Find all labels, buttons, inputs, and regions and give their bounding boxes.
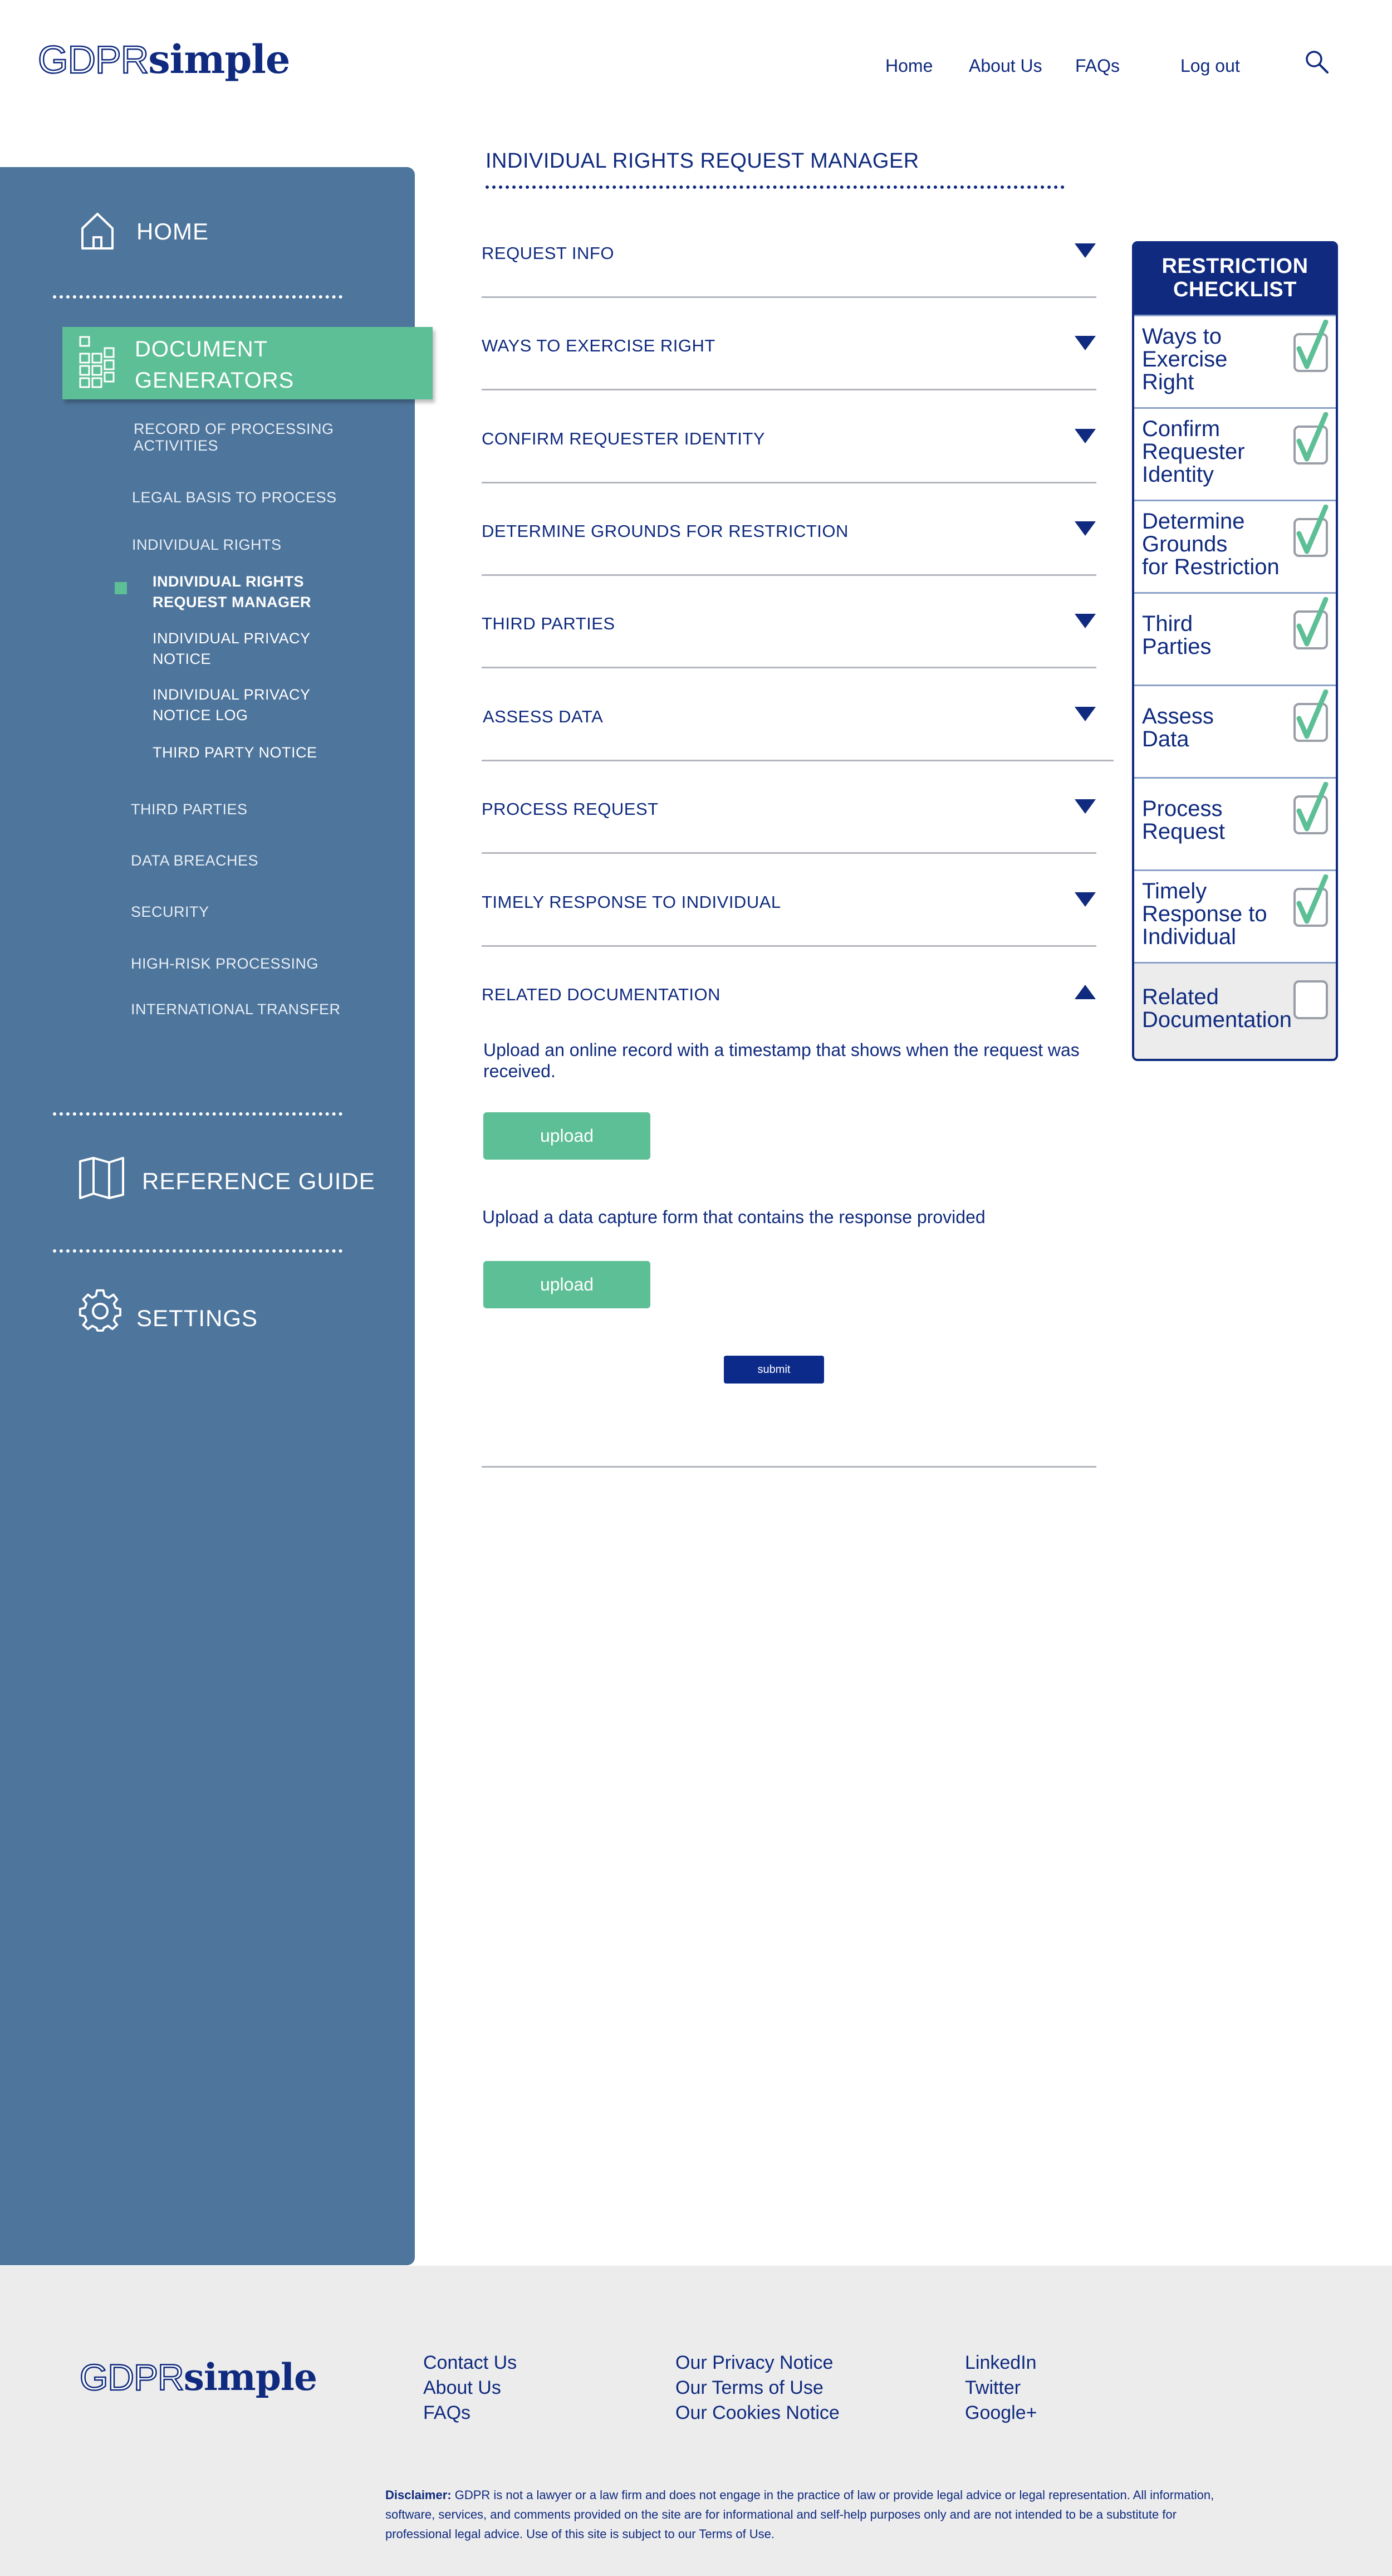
accordion-confirm-requester-identity[interactable] [482, 429, 1094, 496]
checklist-item-label-line: Assess [1142, 704, 1214, 729]
checklist-item [1134, 869, 1336, 962]
accordion-label: PROCESS REQUEST [482, 799, 659, 819]
checklist-item-label [1142, 418, 1245, 486]
upload-instruction-1: Upload an online record with a timestamp that shows when the request was received. [483, 1040, 1080, 1081]
chevron-down-icon[interactable] [1075, 336, 1096, 350]
accordion-label: REQUEST INFO [482, 243, 614, 263]
checklist-item-label-line: Individual [1142, 925, 1237, 949]
sidebar-item-individual-rights-request-manager[interactable] [153, 571, 311, 613]
checklist-item-label-line: Parties [1142, 634, 1212, 659]
checkmark-icon [1291, 690, 1330, 740]
checklist-item-label-line: Ways to [1142, 324, 1222, 349]
nav-log-out[interactable]: Log out [1180, 56, 1240, 76]
checkmark-icon [1291, 412, 1330, 462]
sidebar-divider [53, 1249, 342, 1253]
checklist-item-label-line: Determine [1142, 509, 1245, 534]
chevron-down-icon[interactable] [1075, 614, 1096, 628]
checklist-item-label-line: Third [1142, 612, 1193, 636]
map-icon [78, 1156, 125, 1200]
chevron-up-icon[interactable] [1075, 985, 1096, 999]
checkmark-icon [1291, 505, 1330, 555]
sidebar-item-high-risk-processing[interactable]: HIGH-RISK PROCESSING [131, 955, 319, 972]
sidebar-item-reference-guide[interactable]: REFERENCE GUIDE [142, 1168, 375, 1194]
accordion-label: DETERMINE GROUNDS FOR RESTRICTION [482, 521, 849, 541]
checklist-item-label-line: Response to [1142, 902, 1267, 926]
sidebar-item-document-generators[interactable] [62, 327, 433, 399]
nav-home[interactable]: Home [885, 56, 933, 76]
footer-link-google-plus[interactable]: Google+ [965, 2402, 1037, 2423]
logo-text-simple: simple [183, 2355, 317, 2399]
checklist-item [1134, 407, 1336, 500]
checklist-item-label-line: Exercise [1142, 347, 1228, 372]
accordion-label: RELATED DOCUMENTATION [482, 985, 721, 1004]
chevron-down-icon[interactable] [1075, 521, 1096, 536]
title-divider [486, 185, 1065, 189]
checklist-item-label-line: Related [1142, 985, 1219, 1009]
gear-icon [78, 1288, 122, 1333]
document-generators-label [135, 334, 294, 396]
accordion-timely-response[interactable] [482, 892, 1094, 959]
checklist-item-label-line: Right [1142, 370, 1194, 394]
section-divider [482, 667, 1096, 668]
checklist-item-label [1142, 880, 1267, 949]
accordion-request-info[interactable] [482, 243, 1094, 310]
sidebar-item-third-party-notice[interactable]: THIRD PARTY NOTICE [153, 744, 317, 761]
active-item-marker [115, 582, 127, 594]
accordion-label: ASSESS DATA [483, 707, 604, 726]
sidebar-divider [53, 295, 342, 299]
checklist-item-label-line: Confirm [1142, 417, 1221, 441]
submit-button[interactable]: submit [724, 1356, 824, 1384]
footer-link-terms-of-use[interactable]: Our Terms of Use [675, 2377, 824, 2398]
checklist-item-label [1142, 325, 1227, 394]
checkmark-icon [1291, 597, 1330, 647]
checklist-item [1134, 777, 1336, 869]
irm-line2: REQUEST MANAGER [153, 594, 312, 610]
disclaimer-label: Disclaimer: [385, 2488, 452, 2502]
footer-link-twitter[interactable]: Twitter [965, 2377, 1021, 2398]
accordion-label: CONFIRM REQUESTER IDENTITY [482, 429, 766, 448]
checklist-item [1134, 685, 1336, 777]
sidebar-item-settings[interactable]: SETTINGS [136, 1305, 258, 1331]
footer-link-about-us[interactable]: About Us [423, 2377, 501, 2398]
footer-link-cookies-notice[interactable]: Our Cookies Notice [675, 2402, 840, 2423]
checklist-item [1134, 962, 1336, 1061]
checklist-item-label [1142, 986, 1292, 1032]
section-divider [482, 296, 1096, 298]
checklist-item [1134, 592, 1336, 685]
chevron-down-icon[interactable] [1075, 707, 1096, 721]
section-divider [482, 1466, 1096, 1468]
sidebar-divider [53, 1112, 342, 1116]
home-icon [78, 209, 117, 252]
checklist-title-line2: CHECKLIST [1173, 278, 1297, 301]
chevron-down-icon[interactable] [1075, 799, 1096, 814]
checklist-item-label [1142, 613, 1212, 658]
ipn-line1: INDIVIDUAL PRIVACY [153, 630, 311, 647]
checklist-item-label-line: Timely [1142, 879, 1207, 903]
sidebar-item-home[interactable]: HOME [136, 218, 209, 245]
sidebar-item-data-breaches[interactable]: DATA BREACHES [131, 852, 259, 869]
checklist-title [1134, 243, 1336, 315]
checklist-item-label-line: Grounds [1142, 532, 1228, 556]
checklist-item-label-line: for Restriction [1142, 555, 1280, 579]
nav-faqs[interactable]: FAQs [1075, 56, 1120, 76]
chevron-down-icon[interactable] [1075, 892, 1096, 907]
upload-button-2[interactable]: upload [483, 1261, 650, 1308]
section-divider [482, 760, 1114, 761]
disclaimer-text: GDPR is not a lawyer or a law firm and does not engage in the practice of law or provide legal advice or legal representation. All information, software, services, and comments provided on the site are for informational and self-help purposes only and are not intended to be a substitute for professional legal advice. Use of this site is subject to our Terms of Use. [385, 2488, 1214, 2541]
sidebar [0, 167, 415, 2265]
checklist-item-label-line: Process [1142, 796, 1223, 821]
sidebar-item-third-parties[interactable]: THIRD PARTIES [131, 801, 248, 818]
accordion-label: WAYS TO EXERCISE RIGHT [482, 336, 715, 355]
sidebar-item-legal-basis[interactable]: LEGAL BASIS TO PROCESS [132, 489, 337, 506]
checkmark-icon [1291, 320, 1330, 370]
chevron-down-icon[interactable] [1075, 429, 1096, 443]
checklist-item [1134, 500, 1336, 592]
checkbox[interactable] [1293, 980, 1328, 1019]
checklist-item-label-line: Documentation [1142, 1008, 1292, 1032]
section-divider [482, 482, 1096, 483]
checklist-title-line1: RESTRICTION [1161, 255, 1308, 278]
sidebar-item-record-of-processing[interactable] [134, 421, 334, 454]
chevron-down-icon[interactable] [1075, 243, 1096, 258]
accordion-process-request[interactable] [482, 799, 1094, 866]
checklist-item-label-line: Data [1142, 727, 1189, 751]
logo-text-gdpr: GDPR [38, 38, 149, 81]
disclaimer [385, 2485, 1221, 2544]
document-generators-label-line2: GENERATORS [135, 368, 295, 393]
logo-text-simple: simple [148, 36, 290, 82]
record-line1: RECORD OF PROCESSING [134, 421, 334, 437]
upload-instruction-2: Upload a data capture form that contains the response provided [482, 1207, 986, 1227]
section-divider [482, 574, 1096, 576]
section-divider [482, 389, 1096, 390]
footer-link-linkedin[interactable]: LinkedIn [965, 2352, 1037, 2373]
sidebar-item-individual-privacy-notice-log[interactable] [153, 685, 311, 726]
accordion-assess-data[interactable] [482, 707, 1094, 774]
accordion-determine-grounds[interactable] [482, 521, 1094, 588]
sidebar-item-individual-rights[interactable]: INDIVIDUAL RIGHTS [132, 536, 282, 553]
sidebar-item-security[interactable]: SECURITY [131, 903, 209, 920]
footer-link-contact-us[interactable]: Contact Us [423, 2352, 517, 2373]
checklist-item [1134, 315, 1336, 407]
footer-logo[interactable] [80, 2355, 317, 2399]
accordion-third-parties[interactable] [482, 614, 1094, 681]
accordion-label: TIMELY RESPONSE TO INDIVIDUAL [482, 892, 781, 912]
accordion-ways-to-exercise-right[interactable] [482, 336, 1094, 403]
document-generators-label-line1: DOCUMENT [135, 337, 268, 361]
checklist-item-label-line: Requester [1142, 439, 1245, 464]
page-title: INDIVIDUAL RIGHTS REQUEST MANAGER [486, 149, 919, 173]
checklist-item-label-line: Request [1142, 819, 1225, 844]
irm-line1: INDIVIDUAL RIGHTS [153, 573, 305, 590]
nav-about-us[interactable]: About Us [969, 56, 1042, 76]
footer-link-privacy-notice[interactable]: Our Privacy Notice [675, 2352, 834, 2373]
document-generators-icon [79, 336, 118, 388]
checklist-item-label-line: Identity [1142, 462, 1214, 487]
footer-link-faqs[interactable]: FAQs [423, 2402, 471, 2423]
ipnl-line2: NOTICE LOG [153, 707, 248, 724]
accordion-label: THIRD PARTIES [482, 614, 615, 633]
sidebar-item-international-transfer[interactable]: INTERNATIONAL TRANSFER [131, 1001, 341, 1018]
restriction-checklist [1132, 241, 1338, 1061]
ipn-line2: NOTICE [153, 651, 212, 667]
checkmark-icon [1291, 782, 1330, 832]
ipnl-line1: INDIVIDUAL PRIVACY [153, 686, 311, 703]
checklist-item-label [1142, 705, 1214, 751]
search-icon[interactable] [1304, 49, 1332, 77]
upload-button-1[interactable]: upload [483, 1112, 650, 1160]
sidebar-item-individual-privacy-notice[interactable] [153, 628, 311, 669]
checklist-item-label [1142, 798, 1225, 843]
header-logo[interactable] [38, 36, 290, 82]
section-divider [482, 945, 1096, 947]
checkmark-icon [1291, 874, 1330, 925]
record-line2: ACTIVITIES [134, 437, 219, 454]
section-divider [482, 852, 1096, 854]
logo-text-gdpr: GDPR [80, 2357, 184, 2398]
checklist-item-label [1142, 510, 1280, 579]
